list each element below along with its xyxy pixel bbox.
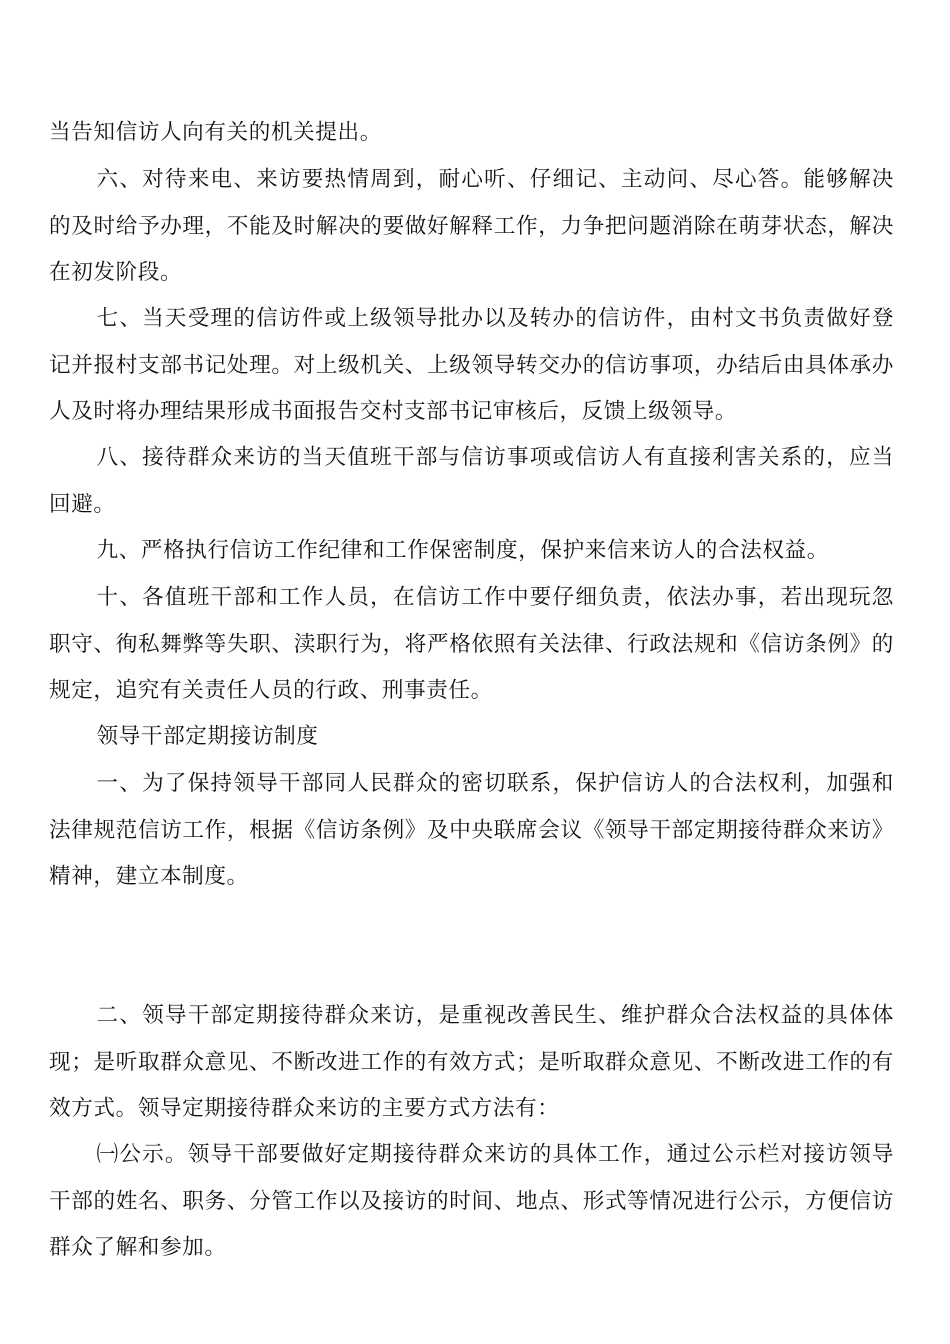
paragraph-section-item-2: 二、领导干部定期接待群众来访，是重视改善民生、维护群众合法权益的具体体现；是听取群众意见、不断改进工作的有效方式；是听取群众意见、不断改进工作的有效方式。领导定期接待群众来访的主要方式方法有：	[49, 1003, 894, 1121]
paragraph-item-8: 八、接待群众来访的当天值班干部与信访事项或信访人有直接利害关系的，应当回避。	[49, 445, 894, 517]
paragraph-section-item-1: 一、为了保持领导干部同人民群众的密切联系，保护信访人的合法权利，加强和法律规范信访工作，根据《信访条例》及中央联席会议《领导干部定期接待群众来访》精神，建立本制度。	[49, 771, 894, 889]
paragraph-continuation: 当告知信访人向有关的机关提出。	[49, 120, 382, 145]
paragraph-item-9: 九、严格执行信访工作纪律和工作保密制度，保护来信来访人的合法权益。	[96, 538, 829, 563]
paragraph-item-7: 七、当天受理的信访件或上级领导批办以及转办的信访件，由村文书负责做好登记并报村支部书记处理。对上级机关、上级领导转交办的信访事项，办结后由具体承办人及时将办理结果形成书面报告交村支部书记审核后，反馈上级领导。	[49, 306, 894, 424]
paragraph-item-10: 十、各值班干部和工作人员，在信访工作中要仔细负责，依法办事，若出现玩忽职守、徇私舞弊等失职、渎职行为，将严格依照有关法律、行政法规和《信访条例》的规定，追究有关责任人员的行政、刑事责任。	[49, 585, 894, 703]
section-heading: 领导干部定期接访制度	[96, 724, 319, 749]
paragraph-item-6: 六、对待来电、来访要热情周到，耐心听、仔细记、主动问、尽心答。能够解决的及时给予办理，不能及时解决的要做好解释工作，力争把问题消除在萌芽状态，解决在初发阶段。	[49, 167, 894, 285]
paragraph-subitem-1: ㈠公示。领导干部要做好定期接待群众来访的具体工作，通过公示栏对接访领导干部的姓名、职务、分管工作以及接访的时间、地点、形式等情况进行公示，方便信访群众了解和参加。	[49, 1142, 894, 1260]
